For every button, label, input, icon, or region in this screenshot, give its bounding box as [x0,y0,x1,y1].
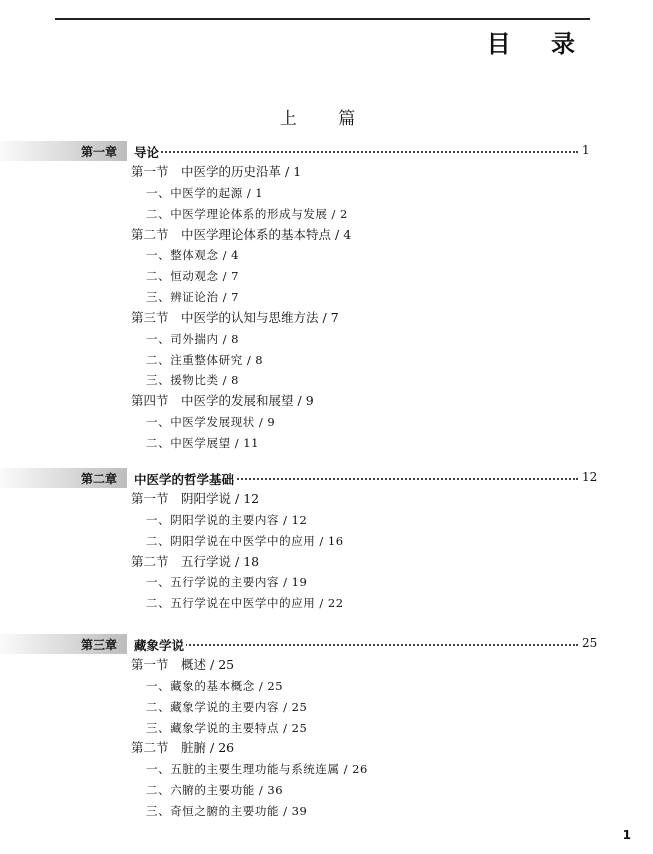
entry-title: 三、奇恒之腑的主要功能 [146,803,280,818]
chapter-page-number: 1 [582,143,590,157]
entry-title: 第二节 中医学理论体系的基本特点 [131,226,332,242]
chapter-label: 第一章 [80,145,117,159]
entry-page-number: 7 [231,290,240,305]
subsection-entry[interactable] [0,718,653,739]
entry-title: 第一节 中医学的历史沿革 [131,164,282,179]
entry-title: 第一节 概述 [131,657,207,672]
entry-title: 二、恒动观念 [146,269,219,284]
section-entry[interactable] [0,391,653,412]
entry-page-number: 8 [231,373,240,388]
entry-page-number: 25 [267,678,284,693]
subsection-entry[interactable] [0,183,653,204]
page-separator: / [319,533,324,548]
page-separator: / [210,740,215,756]
part-title: 上 篇 [279,109,374,129]
entry-page-number: 7 [330,309,339,325]
entry-page-number: 9 [305,393,314,409]
page-separator: / [235,491,240,506]
subsection-entry[interactable] [0,433,653,454]
section-entry[interactable] [0,738,653,759]
subsection-entry[interactable] [0,412,653,433]
subsection-entry[interactable] [0,287,653,308]
entry-title: 二、中医学展望 [146,435,231,450]
chapter-title: 藏象学说 [134,638,185,653]
entry-page-number: 1 [293,164,302,179]
chapter-label-band [0,141,127,161]
subsection-entry[interactable] [0,370,653,391]
subsection-entry[interactable] [0,697,653,718]
entry-title: 一、司外揣内 [146,331,219,346]
entry-page-number: 11 [243,435,260,450]
entry-title: 一、中医学的起源 [146,185,243,200]
page-separator: / [246,185,252,200]
entry-title: 三、辨证论治 [146,290,219,305]
entry-page-number: 7 [231,269,240,284]
page-separator: / [258,678,264,693]
chapter-label-band [0,468,127,488]
page-separator: / [283,512,288,527]
entry-page-number: 25 [218,657,235,672]
entry-page-number: 12 [243,491,260,506]
chapter-page-number: 12 [582,470,598,484]
entry-title: 二、阴阳学说在中医学中的应用 [146,533,316,548]
chapter-block [0,468,653,614]
page-separator: / [222,331,228,346]
page-separator: / [319,596,324,611]
page-separator: / [283,720,288,735]
entry-title: 二、藏象学说的主要内容 [146,699,280,714]
entry-title: 一、整体观念 [146,248,219,263]
entry-title: 三、藏象学说的主要特点 [146,720,280,735]
chapter-heading-row[interactable] [0,468,653,488]
subsection-entry[interactable] [0,572,653,593]
section-entry[interactable] [0,489,653,510]
subsection-entry[interactable] [0,204,653,225]
subsection-entry[interactable] [0,593,653,614]
subsection-entry[interactable] [0,266,653,287]
entry-title: 二、五行学说在中医学中的应用 [146,596,316,611]
entry-page-number: 39 [291,803,308,818]
entry-title: 第三节 中医学的认知与思维方法 [131,309,319,325]
entry-page-number: 16 [327,533,344,548]
entry-title: 二、注重整体研究 [146,352,243,367]
section-entry[interactable] [0,225,653,246]
page-title: 目 录 [486,30,591,58]
page-separator: / [283,699,288,714]
page-separator: / [331,206,336,221]
chapter-title: 中医学的哲学基础 [134,472,235,487]
page-separator: / [234,435,240,450]
chapter-label: 第二章 [80,472,117,486]
entry-page-number: 4 [231,248,240,263]
page-separator: / [235,553,240,569]
subsection-entry[interactable] [0,510,653,531]
chapter-heading-row[interactable] [0,141,653,161]
entry-title: 三、援物比类 [146,373,219,388]
chapter-page-number: 25 [582,636,598,650]
chapter-block [0,634,653,822]
page-number: 1 [622,828,631,842]
entry-page-number: 22 [327,596,344,611]
page-separator: / [283,575,288,590]
entry-page-number: 1 [255,185,264,200]
subsection-entry[interactable] [0,676,653,697]
page-separator: / [322,309,327,325]
subsection-entry[interactable] [0,801,653,822]
page-separator: / [297,393,302,409]
subsection-entry[interactable] [0,329,653,350]
entry-page-number: 36 [267,783,284,798]
entry-page-number: 12 [291,512,308,527]
entry-page-number: 8 [231,331,240,346]
entry-title: 一、阴阳学说的主要内容 [146,512,280,527]
subsection-entry[interactable] [0,759,653,780]
entry-title: 二、六腑的主要功能 [146,783,255,798]
entry-page-number: 4 [343,226,352,242]
section-entry[interactable] [0,552,653,573]
entry-page-number: 8 [255,352,264,367]
entry-page-number: 18 [243,553,260,569]
entry-title: 一、五脏的主要生理功能与系统连属 [146,762,340,777]
chapter-label: 第三章 [80,638,117,652]
page-separator: / [222,248,228,263]
subsection-entry[interactable] [0,350,653,371]
chapter-block [0,141,653,454]
subsection-entry[interactable] [0,245,653,266]
section-entry[interactable] [0,655,653,676]
chapter-title: 导论 [134,145,160,160]
entry-page-number: 19 [291,575,308,590]
page-separator: / [258,783,264,798]
entry-page-number: 26 [352,762,368,777]
leader-dots [134,151,578,153]
page-separator: / [222,290,228,305]
entry-title: 一、藏象的基本概念 [146,678,255,693]
entry-page-number: 9 [267,415,276,430]
page-separator: / [343,762,349,777]
page-separator: / [210,657,215,672]
chapter-label-band [0,634,127,654]
chapter-heading-row[interactable] [0,634,653,654]
page-separator: / [335,226,340,242]
entry-title: 第一节 阴阳学说 [131,491,232,506]
entry-title: 第二节 脏腑 [131,740,207,756]
page-separator: / [222,373,228,388]
section-entry[interactable] [0,162,653,183]
chapter-entries [0,655,653,822]
page-separator: / [246,352,252,367]
entry-page-number: 25 [291,699,308,714]
entry-title: 二、中医学理论体系的形成与发展 [146,206,328,221]
entry-title: 一、中医学发展现状 [146,415,255,430]
entry-title: 一、五行学说的主要内容 [146,575,280,590]
subsection-entry[interactable] [0,780,653,801]
page-separator: / [285,164,290,179]
entry-page-number: 26 [218,740,235,756]
leader-dots [134,644,578,646]
entry-title: 第二节 五行学说 [131,553,232,569]
chapter-entries [0,489,653,614]
subsection-entry[interactable] [0,531,653,552]
entry-page-number: 25 [291,720,308,735]
page-separator: / [283,803,288,818]
page-separator: / [258,415,264,430]
page-separator: / [222,269,228,284]
entry-page-number: 2 [339,206,348,221]
entry-title: 第四节 中医学的发展和展望 [131,393,294,409]
chapter-entries [0,162,653,454]
section-entry[interactable] [0,308,653,329]
